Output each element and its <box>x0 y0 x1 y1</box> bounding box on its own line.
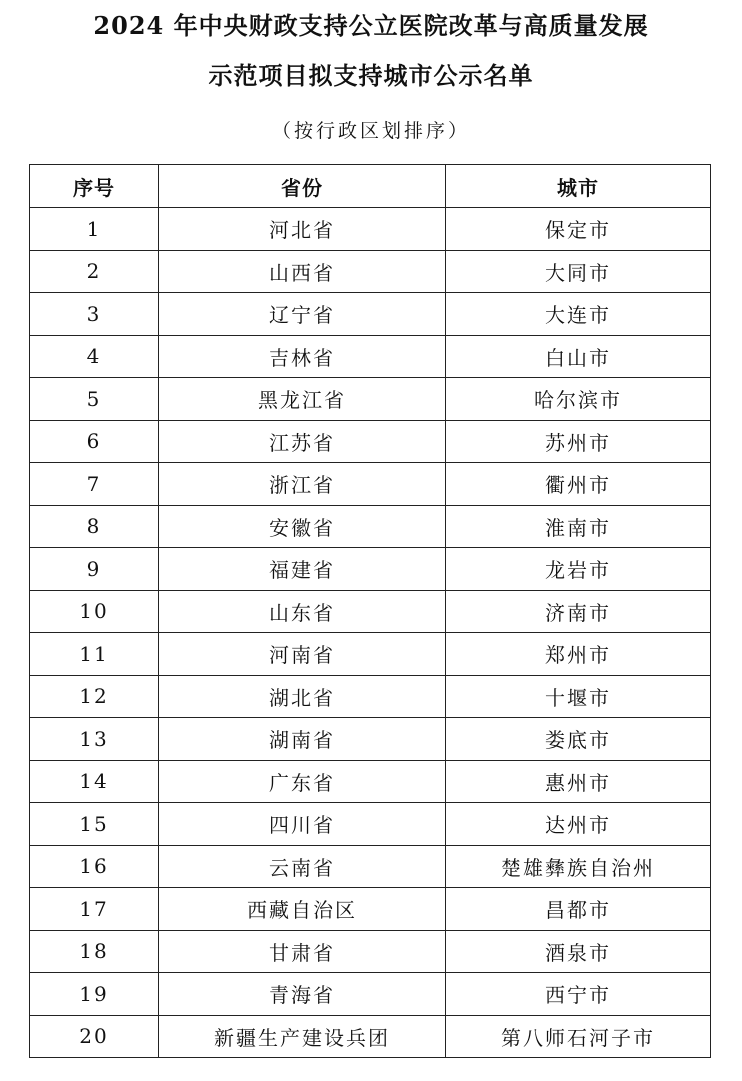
city-cell: 大连市 <box>446 293 711 336</box>
table-row <box>30 378 711 421</box>
row-number-cell: 19 <box>30 973 159 1016</box>
table-row <box>30 675 711 718</box>
city-cell: 哈尔滨市 <box>446 378 711 421</box>
column-header-city: 城市 <box>446 165 711 208</box>
province-cell: 福建省 <box>159 548 446 591</box>
city-cell: 昌都市 <box>446 888 711 931</box>
document-subtitle: （按行政区划排序） <box>271 120 470 142</box>
province-cell: 河北省 <box>159 208 446 251</box>
table-row <box>30 633 711 676</box>
row-number-cell: 6 <box>30 420 159 463</box>
table-row <box>30 463 711 506</box>
document-title-line-2: 示范项目拟支持城市公示名单 <box>208 61 534 90</box>
province-cell: 湖南省 <box>159 718 446 761</box>
table-row <box>30 420 711 463</box>
row-number-cell: 7 <box>30 463 159 506</box>
city-list-table <box>29 164 711 1058</box>
table-row <box>30 250 711 293</box>
row-number-cell: 18 <box>30 930 159 973</box>
row-number-cell: 12 <box>30 675 159 718</box>
city-cell: 白山市 <box>446 335 711 378</box>
row-number-cell: 3 <box>30 293 159 336</box>
city-cell: 十堰市 <box>446 675 711 718</box>
table-row <box>30 590 711 633</box>
row-number-cell: 11 <box>30 633 159 676</box>
row-number-cell: 1 <box>30 208 159 251</box>
city-cell: 济南市 <box>446 590 711 633</box>
province-cell: 山东省 <box>159 590 446 633</box>
city-cell: 酒泉市 <box>446 930 711 973</box>
province-cell: 河南省 <box>159 633 446 676</box>
city-cell: 娄底市 <box>446 718 711 761</box>
province-cell: 甘肃省 <box>159 930 446 973</box>
city-cell: 西宁市 <box>446 973 711 1016</box>
province-cell: 黑龙江省 <box>159 378 446 421</box>
city-cell: 惠州市 <box>446 760 711 803</box>
table-header-row <box>30 165 711 208</box>
province-cell: 山西省 <box>159 250 446 293</box>
row-number-cell: 14 <box>30 760 159 803</box>
city-cell: 保定市 <box>446 208 711 251</box>
city-cell: 大同市 <box>446 250 711 293</box>
table-row <box>30 505 711 548</box>
table-row <box>30 803 711 846</box>
row-number-cell: 2 <box>30 250 159 293</box>
row-number-cell: 17 <box>30 888 159 931</box>
row-number-cell: 20 <box>30 1015 159 1058</box>
city-cell: 达州市 <box>446 803 711 846</box>
city-cell: 第八师石河子市 <box>446 1015 711 1058</box>
table-row <box>30 760 711 803</box>
row-number-cell: 15 <box>30 803 159 846</box>
city-cell: 淮南市 <box>446 505 711 548</box>
row-number-cell: 16 <box>30 845 159 888</box>
column-header-number: 序号 <box>30 165 159 208</box>
table-row <box>30 973 711 1016</box>
province-cell: 湖北省 <box>159 675 446 718</box>
province-cell: 云南省 <box>159 845 446 888</box>
row-number-cell: 13 <box>30 718 159 761</box>
province-cell: 青海省 <box>159 973 446 1016</box>
city-cell: 龙岩市 <box>446 548 711 591</box>
table-row <box>30 845 711 888</box>
province-cell: 江苏省 <box>159 420 446 463</box>
province-cell: 广东省 <box>159 760 446 803</box>
table-row <box>30 888 711 931</box>
province-cell: 安徽省 <box>159 505 446 548</box>
row-number-cell: 10 <box>30 590 159 633</box>
table-row <box>30 548 711 591</box>
table-row <box>30 208 711 251</box>
table-row <box>30 335 711 378</box>
province-cell: 浙江省 <box>159 463 446 506</box>
province-cell: 四川省 <box>159 803 446 846</box>
table-row <box>30 718 711 761</box>
city-cell: 楚雄彝族自治州 <box>446 845 711 888</box>
province-cell: 西藏自治区 <box>159 888 446 931</box>
province-cell: 新疆生产建设兵团 <box>159 1015 446 1058</box>
table-row <box>30 293 711 336</box>
province-cell: 辽宁省 <box>159 293 446 336</box>
row-number-cell: 4 <box>30 335 159 378</box>
row-number-cell: 8 <box>30 505 159 548</box>
row-number-cell: 5 <box>30 378 159 421</box>
column-header-province: 省份 <box>159 165 446 208</box>
document-title-line-1: 2024 年中央财政支持公立医院改革与高质量发展 <box>93 11 649 40</box>
table-row <box>30 930 711 973</box>
city-cell: 苏州市 <box>446 420 711 463</box>
row-number-cell: 9 <box>30 548 159 591</box>
table-body <box>30 208 711 1058</box>
city-cell: 衢州市 <box>446 463 711 506</box>
province-cell: 吉林省 <box>159 335 446 378</box>
table-row <box>30 1015 711 1058</box>
city-cell: 郑州市 <box>446 633 711 676</box>
